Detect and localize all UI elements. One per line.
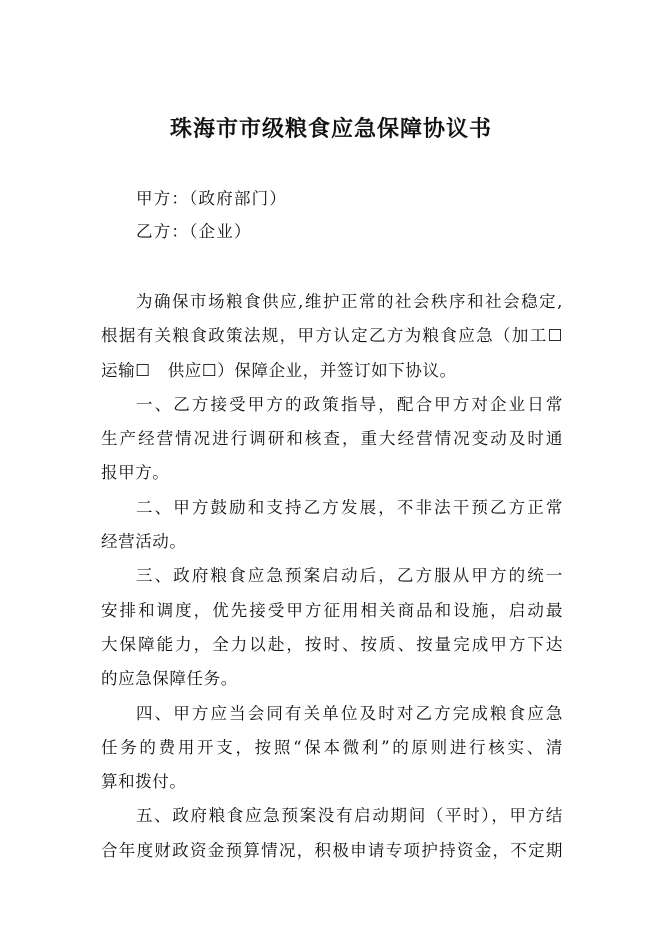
paragraph-clause-1: [101, 388, 563, 491]
text-line: 一、乙方接受甲方的政策指导，配合甲方对企业日常: [136, 394, 563, 414]
text-line: 大保障能力，全力以赴，按时、按质、按量完成甲方下达: [101, 634, 563, 654]
party-b: 乙方：（企业）: [136, 222, 252, 241]
paragraph-clause-2: [101, 491, 563, 560]
paragraph-clause-3: [101, 559, 563, 696]
text-line: 经营活动。: [101, 532, 187, 552]
text-line: 根据有关粮食政策法规，甲方认定乙方为粮食应急（加工☐: [101, 326, 563, 346]
text-line: 合年度财政资金预算情况，积极申请专项护持资金，不定期: [101, 840, 563, 860]
text-line: 生产经营情况进行调研和核查，重大经营情况变动及时通: [101, 429, 563, 449]
paragraph-clause-5: [101, 799, 563, 868]
paragraph-preamble: [101, 285, 563, 388]
text-line: 算和拨付。: [101, 772, 187, 792]
text-line: 四、甲方应当会同有关单位及时对乙方完成粮食应急: [136, 703, 563, 723]
text-line: 运输☐ 供应☐）保障企业，并签订如下协议。: [101, 360, 457, 380]
text-line: 报甲方。: [101, 463, 170, 483]
document-body: [101, 285, 563, 868]
text-line: 的应急保障任务。: [101, 669, 238, 689]
text-line: 任务的费用开支，按照“保本微利”的原则进行核实、清: [101, 737, 563, 757]
party-a: 甲方：（政府部门）: [136, 189, 288, 208]
text-line: 二、甲方鼓励和支持乙方发展，不非法干预乙方正常: [136, 497, 563, 517]
text-line: 为确保市场粮食供应,维护正常的社会秩序和社会稳定,: [136, 292, 563, 311]
text-line: 三、政府粮食应急预案启动后，乙方服从甲方的统一: [136, 566, 563, 586]
paragraph-clause-4: [101, 697, 563, 800]
text-line: 五、政府粮食应急预案没有启动期间（平时），甲方结: [136, 806, 563, 826]
document-title: 珠海市市级粮食应急保障协议书: [169, 117, 492, 142]
text-line: 安排和调度，优先接受甲方征用相关商品和设施，启动最: [101, 600, 563, 620]
